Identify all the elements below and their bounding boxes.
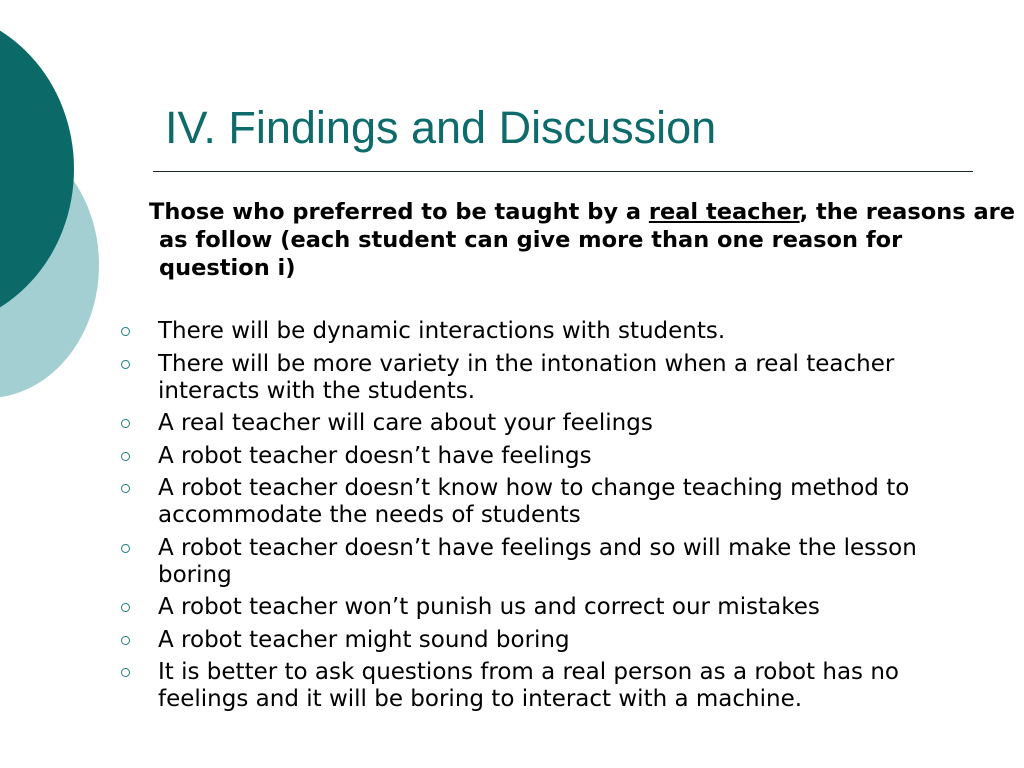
bullet-item [118, 627, 988, 654]
bullet-text: There will be more variety in the intonation when a real teacher interacts with the students. [158, 350, 895, 404]
bullet-item [118, 594, 988, 621]
bullet-item [118, 351, 988, 405]
title-divider [153, 171, 973, 172]
slide-title: IV. Findings and Discussion [165, 102, 717, 153]
bullet-item [118, 535, 988, 589]
bullet-list [118, 318, 988, 719]
bullet-text: A robot teacher doesn’t know how to change teaching method to accommodate the needs of students [158, 475, 910, 528]
bullet-text: A robot teacher might sound boring [158, 626, 570, 653]
hollow-circle-icon [121, 452, 130, 461]
hollow-circle-icon [121, 544, 130, 553]
bullet-text: A robot teacher doesn’t have feelings [158, 442, 592, 469]
hollow-circle-icon [121, 668, 130, 677]
bullet-text: There will be dynamic interactions with students. [158, 318, 726, 344]
intro-underlined-text: real teacher [648, 199, 800, 225]
bullet-text: A robot teacher won’t punish us and correct our mistakes [158, 594, 820, 620]
intro-text-before: Those who preferred to be taught by a [149, 199, 649, 225]
bullet-text: It is better to ask questions from a real person as a robot has no feelings and it will be boring to interact with a machine. [158, 659, 899, 712]
hollow-circle-icon [121, 484, 130, 493]
intro-text-after: , the reasons are as follow (each student can give more than one reason for question i) [159, 199, 1015, 281]
bullet-item [118, 410, 988, 437]
hollow-circle-icon [121, 360, 130, 369]
bullet-item [118, 318, 988, 345]
hollow-circle-icon [121, 419, 130, 428]
hollow-circle-icon [121, 636, 130, 645]
bullet-item [118, 659, 988, 713]
intro-paragraph [131, 198, 1019, 282]
bullet-text: A robot teacher doesn’t have feelings and so will make the lesson boring [158, 534, 917, 588]
hollow-circle-icon [121, 603, 130, 612]
bullet-item [118, 475, 988, 529]
bullet-text: A real teacher will care about your feelings [158, 410, 653, 436]
hollow-circle-icon [121, 327, 130, 336]
bullet-item [118, 443, 988, 470]
